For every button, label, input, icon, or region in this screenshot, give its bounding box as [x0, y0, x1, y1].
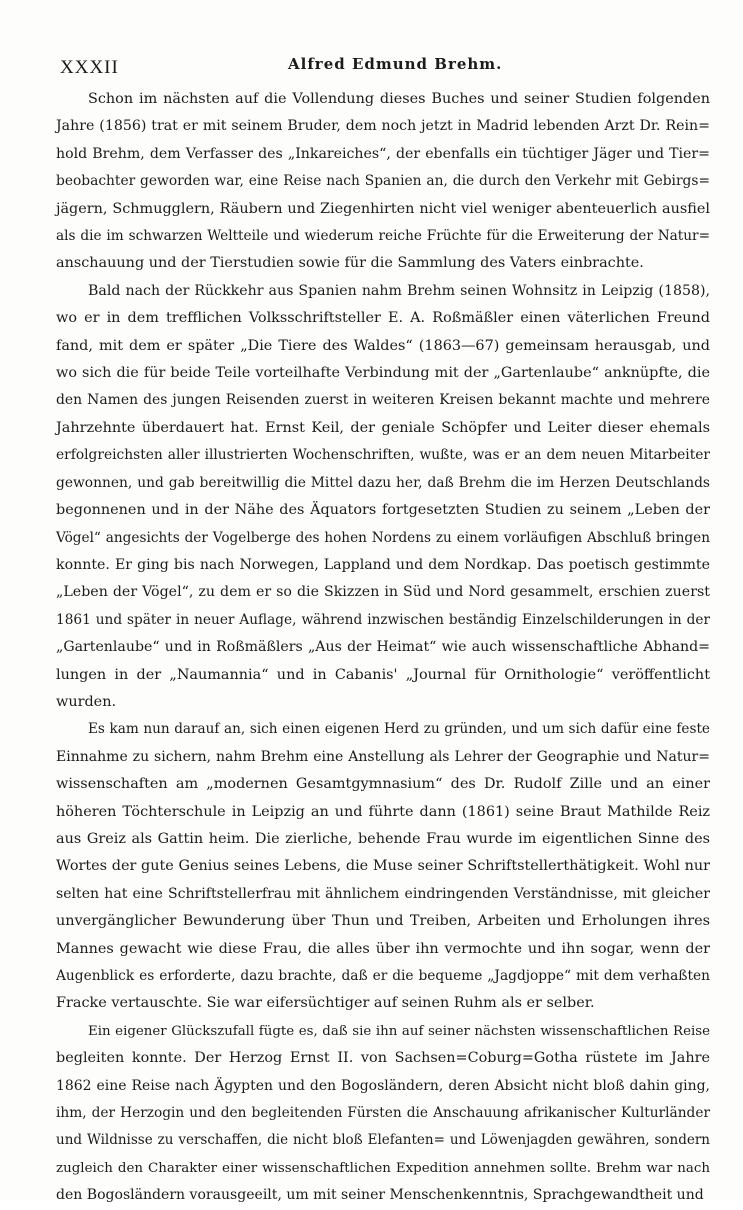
text-line: zugleich den Charakter einer wissenschaftlichen Expedition annehmen sollte. Brehm war nach — [56, 1160, 710, 1176]
running-title: Alfred Edmund Brehm. — [288, 55, 503, 73]
text-line: Es kam nun darauf an, sich einen eigenen Herd zu gründen, und um sich dafür eine feste — [88, 721, 710, 738]
text-line: Ein eigener Glückszufall fügte es, daß sie ihn auf seiner nächsten wissenschaftlichen Reise — [88, 1023, 710, 1039]
text-line: „Gartenlaube“ und in Roßmäßlers „Aus der Heimat“ wie auch wissenschaftliche Abhand= — [56, 639, 710, 656]
page-header — [60, 55, 710, 85]
text-line: begleiten konnte. Der Herzog Ernst II. von Sachsen=Coburg=Gotha rüstete im Jahre — [56, 1050, 710, 1067]
text-line: jägern, Schmugglern, Räubern und Ziegenhirten nicht viel weniger abenteuerlich ausfiel — [56, 200, 710, 217]
paragraphs — [56, 86, 710, 1210]
text-line: Mannes gewacht wie diese Frau, die alles über ihn vermochte und ihn sogar, wenn der — [56, 940, 710, 957]
text-line: gewonnen, und gab bereitwillig die Mittel dazu her, daß Brehm die im Herzen Deutschlands — [56, 474, 710, 491]
text-line: konnte. Er ging bis nach Norwegen, Lappland und dem Nordkap. Das poetisch gestimmte — [56, 556, 710, 573]
paragraph — [56, 278, 710, 717]
text-line: Jahrzehnte überdauert hat. Ernst Keil, der geniale Schöpfer und Leiter dieser ehemals — [56, 419, 710, 436]
page-number: XXXII — [60, 57, 119, 78]
text-line: Wortes der gute Genius seines Lebens, die Muse seiner Schriftstellerthätigkeit. Wohl nur — [56, 858, 710, 875]
text-line: 1861 und später in neuer Auflage, während inzwischen beständig Einzelschilderungen in der — [56, 611, 710, 628]
paragraph — [56, 86, 710, 278]
text-line: wurden. — [56, 693, 117, 710]
text-line: beobachter geworden war, eine Reise nach Spanien an, die durch den Verkehr mit Gebirgs= — [56, 173, 710, 190]
text-line: fand, mit dem er später „Die Tiere des Waldes“ (1863—67) gemeinsam herausgab, und — [56, 337, 710, 354]
text-line: begonnenen und in der Nähe des Äquators fortgesetzten Studien zu seinem „Leben der — [56, 502, 710, 519]
text-line: als die im schwarzen Weltteile und wiederum reiche Früchte für die Erweiterung der Natur= — [56, 228, 710, 245]
text-line: wissenschaften am „modernen Gesamtgymnasium“ des Dr. Rudolf Zille und an einer — [56, 776, 710, 793]
paragraph — [56, 716, 710, 1017]
text-line: Schon im nächsten auf die Vollendung dieses Buches und seiner Studien folgenden — [88, 91, 710, 107]
text-line: den Namen des jungen Reisenden zuerst in weiteren Kreisen bekannt machte und mehrere — [56, 392, 710, 409]
paragraph — [56, 1018, 710, 1210]
text-line: Vögel“ angesichts der Vogelberge des hohen Nordens zu einem vorläufigen Abschluß bringen — [56, 529, 710, 546]
text-line: den Bogosländern vorausgeeilt, um mit seiner Menschenkenntnis, Sprachgewandtheit und — [56, 1187, 704, 1204]
text-line: „Leben der Vögel“, zu dem er so die Skizzen in Süd und Nord gesammelt, erschien zuerst — [56, 584, 710, 601]
text-line: und Wildnisse zu verschaffen, die nicht bloß Elefanten= und Löwenjagden gewähren, sondern — [56, 1132, 710, 1149]
text-line: erfolgreichsten aller illustrierten Wochenschriften, wußte, was er an dem neuen Mitarbeiter — [56, 447, 710, 464]
text-line: ihm, der Herzogin und den begleitenden Fürsten die Anschauung afrikanischer Kulturländer — [56, 1105, 710, 1122]
text-line: höheren Töchterschule in Leipzig an und führte dann (1861) seine Braut Mathilde Reiz — [56, 803, 710, 820]
text-line: wo er in dem trefflichen Volksschriftsteller E. A. Roßmäßler einen väterlichen Freund — [56, 310, 710, 327]
text-line: Bald nach der Rückkehr aus Spanien nahm Brehm seinen Wohnsitz in Leipzig (1858), — [88, 282, 710, 299]
text-line: Augenblick es erforderte, dazu brachte, daß er die bequeme „Jagdjoppe“ mit dem verhaßten — [56, 968, 710, 984]
body-text — [56, 86, 710, 1210]
text-line: lungen in der „Naumannia“ und in Cabanis' „Journal für Ornithologie“ veröffentlicht — [56, 666, 710, 683]
text-line: Fracke vertauschte. Sie war eifersüchtiger auf seinen Ruhm als er selber. — [56, 995, 595, 1012]
text-line: wo sich die für beide Teile vorteilhafte Verbindung mit der „Gartenlaube“ anknüpfte, die — [56, 365, 710, 382]
text-line: aus Greiz als Gattin heim. Die zierliche, behende Frau wurde im eigentlichen Sinne des — [56, 830, 710, 847]
text-line: selten hat eine Schriftstellerfrau mit ähnlichem eindringenden Verständnisse, mit gleicher — [56, 885, 710, 902]
text-line: hold Brehm, dem Verfasser des „Inkareiches“, der ebenfalls ein tüchtiger Jäger und Tier= — [56, 145, 710, 162]
text-line: Jahre (1856) trat er mit seinem Bruder, dem noch jetzt in Madrid lebenden Arzt Dr. Rein= — [56, 118, 710, 135]
text-line: Einnahme zu sichern, nahm Brehm eine Anstellung als Lehrer der Geographie und Natur= — [56, 748, 710, 765]
text-line: unvergänglicher Bewunderung über Thun und Treiben, Arbeiten und Erholungen ihres — [56, 913, 710, 930]
text-line: 1862 eine Reise nach Ägypten und den Bogosländern, deren Absicht nicht bloß dahin ging, — [56, 1077, 710, 1094]
text-line: anschauung und der Tierstudien sowie für die Sammlung des Vaters einbrachte. — [56, 255, 644, 272]
